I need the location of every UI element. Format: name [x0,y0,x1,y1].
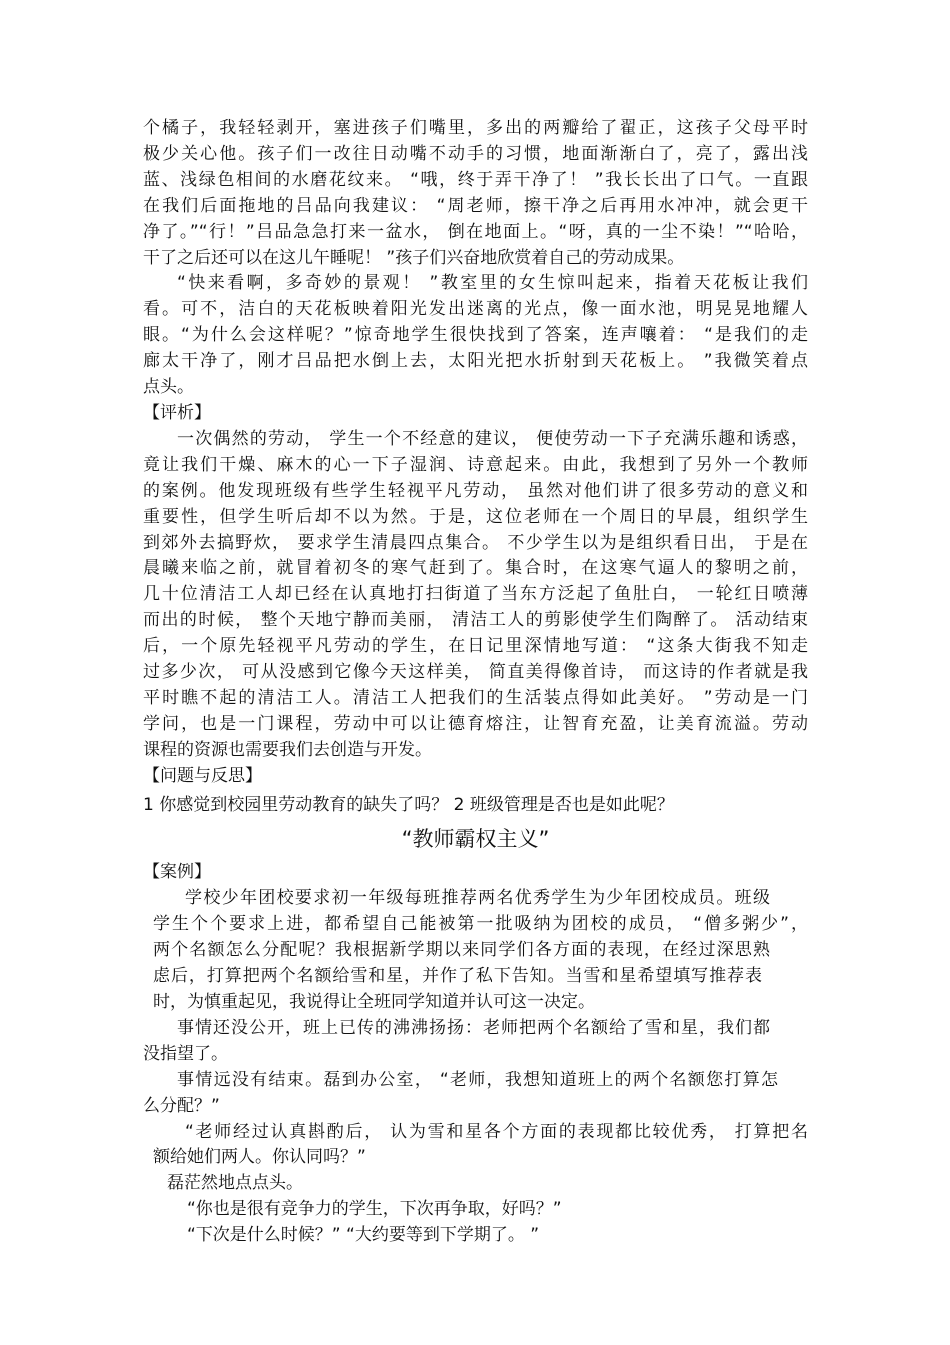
pingxi-paragraph [143,427,808,764]
text-line: “老师经过认真斟酌后， 认为雪和星各个方面的表现都比较优秀， 打算把名 [185,1121,808,1142]
text-line: 廊太干净了，刚才吕品把水倒上去，太阳光把水折射到天花板上。 ”我微笑着点 [143,351,808,372]
text-line: 两个名额怎么分配呢？我根据新学期以来同学们各方面的表现，在经过深思熟 [153,940,770,961]
text-line: 蓝、浅绿色相间的水磨花纹来。 “哦，终于弄干净了！ ”我长长出了口气。一直跟 [143,169,808,190]
anli-paragraph [143,886,808,1016]
text-line: 平时瞧不起的清洁工人。清洁工人把我们的生活装点得如此美好。 ”劳动是一门 [143,687,808,708]
text-line: 事情还没公开，班上已传的沸沸扬扬：老师把两个名额给了雪和星，我们都 [177,1017,770,1038]
text-line: 的案例。他发现班级有些学生轻视平凡劳动， 虽然对他们讲了很多劳动的意义和 [143,480,808,501]
text-line: 后，一个原先轻视平凡劳动的学生，在日记里深情地写道： “这条大街我不知走 [143,636,808,657]
text-line: 额给她们两人。你认同吗？” [153,1147,366,1168]
text-line: 在我们后面拖地的吕品向我建议： “周老师，擦干净之后再用水冲冲，就会更干 [143,195,808,216]
text-line: 虑后，打算把两个名额给雪和星，并作了私下告知。当雪和星希望填写推荐表 [153,966,762,987]
text-line: 眼。“为什么会这样呢？”惊奇地学生很快找到了答案，连声嚷着： “是我们的走 [143,325,808,346]
text-line: 么分配？” [143,1095,220,1116]
text-line: 而出的时候， 整个天地宁静而美丽， 清洁工人的剪影使学生们陶醉了。 活动结束 [143,610,808,631]
text-line: 学校少年团校要求初一年级每班推荐两名优秀学生为少年团校成员。班级 [185,888,770,909]
text-line: 几十位清洁工人却已经在认真地打扫街道了当东方泛起了鱼肚白， 一轮红日喷薄 [143,584,808,605]
text-line: 学问，也是一门课程，劳动中可以让德育熔注，让智育充盈，让美育流溢。劳动 [143,713,808,734]
text-line: 时，为慎重起见，我说得让全班同学知道并认可这一决定。 [153,992,595,1012]
text-line: 学生个个要求上进，都希望自己能被第一批吸纳为团校的成员， “僧多粥少”， [153,914,808,935]
text-line: 点头。 [143,377,194,398]
document-page [143,116,808,1249]
text-line: “快来看啊，多奇妙的景观！ ”教室里的女生惊叫起来，指着天花板让我们 [177,273,808,294]
text-line: 看。可不，洁白的天花板映着阳光发出迷离的光点，像一面水池，明晃晃地耀人 [143,299,808,320]
text-line: 竟让我们干燥、麻木的心一下子湿润、诗意起来。由此，我想到了另外一个教师 [143,454,808,475]
text-line: 事情远没有结束。磊到办公室， “老师，我想知道班上的两个名额您打算怎 [177,1069,778,1090]
text-line: 过多少次， 可从没感到它像今天这样美， 简直美得像首诗， 而这诗的作者就是我 [143,662,808,683]
paragraph-f: “下次是什么时候？” “大约要等到下学期了。 ” [187,1225,540,1246]
wenti-heading: 【问题与反思】 [143,765,262,786]
text-line: 课程的资源也需要我们去创造与开发。 [143,739,432,760]
text-line: 到郊外去搞野炊， 要求学生清晨四点集合。 不少学生以为是组织看日出， 于是在 [143,532,808,553]
text-line: 极少关心他。孩子们一改往日动嘴不动手的习惯，地面渐渐白了，亮了，露出浅 [143,143,808,164]
pingxi-heading: 【评析】 [143,402,211,423]
article-title: “教师霸权主义” [401,827,550,852]
text-line: 干了之后还可以在这儿午睡呢！ ”孩子们兴奋地欣赏着自己的劳动成果。 [143,247,685,268]
paragraph-b [143,1068,808,1120]
text-line: 重要性，但学生听后却不以为然。于是，这位老师在一个周日的早晨，组织学生 [143,506,808,527]
section1-paragraphs [143,116,808,401]
paragraph-d: 磊茫然地点点头。 [167,1173,303,1194]
questions-line: 1 你感觉到校园里劳动教育的缺失了吗？ 2 班级管理是否也是如此呢？ [143,794,674,815]
paragraph-c [143,1120,808,1172]
text-line: 净了。”“行！”吕品急急打来一盆水， 倒在地面上。“呀，真的一尘不染！”“哈哈， [143,221,808,242]
anli-heading: 【案例】 [143,862,211,883]
paragraph-e: “你也是很有竞争力的学生，下次再争取，好吗？” [187,1199,562,1220]
text-line: 晨曦来临之前，就冒着初冬的寒气赶到了。集合时，在这寒气逼人的黎明之前， [143,558,808,579]
text-line: 个橘子，我轻轻剥开，塞进孩子们嘴里，多出的两瓣给了翟正，这孩子父母平时 [143,118,808,138]
paragraph-a [143,1016,808,1068]
text-line: 一次偶然的劳动， 学生一个不经意的建议， 便使劳动一下子充满乐趣和诱惑， [177,428,808,449]
text-line: 没指望了。 [143,1043,228,1064]
